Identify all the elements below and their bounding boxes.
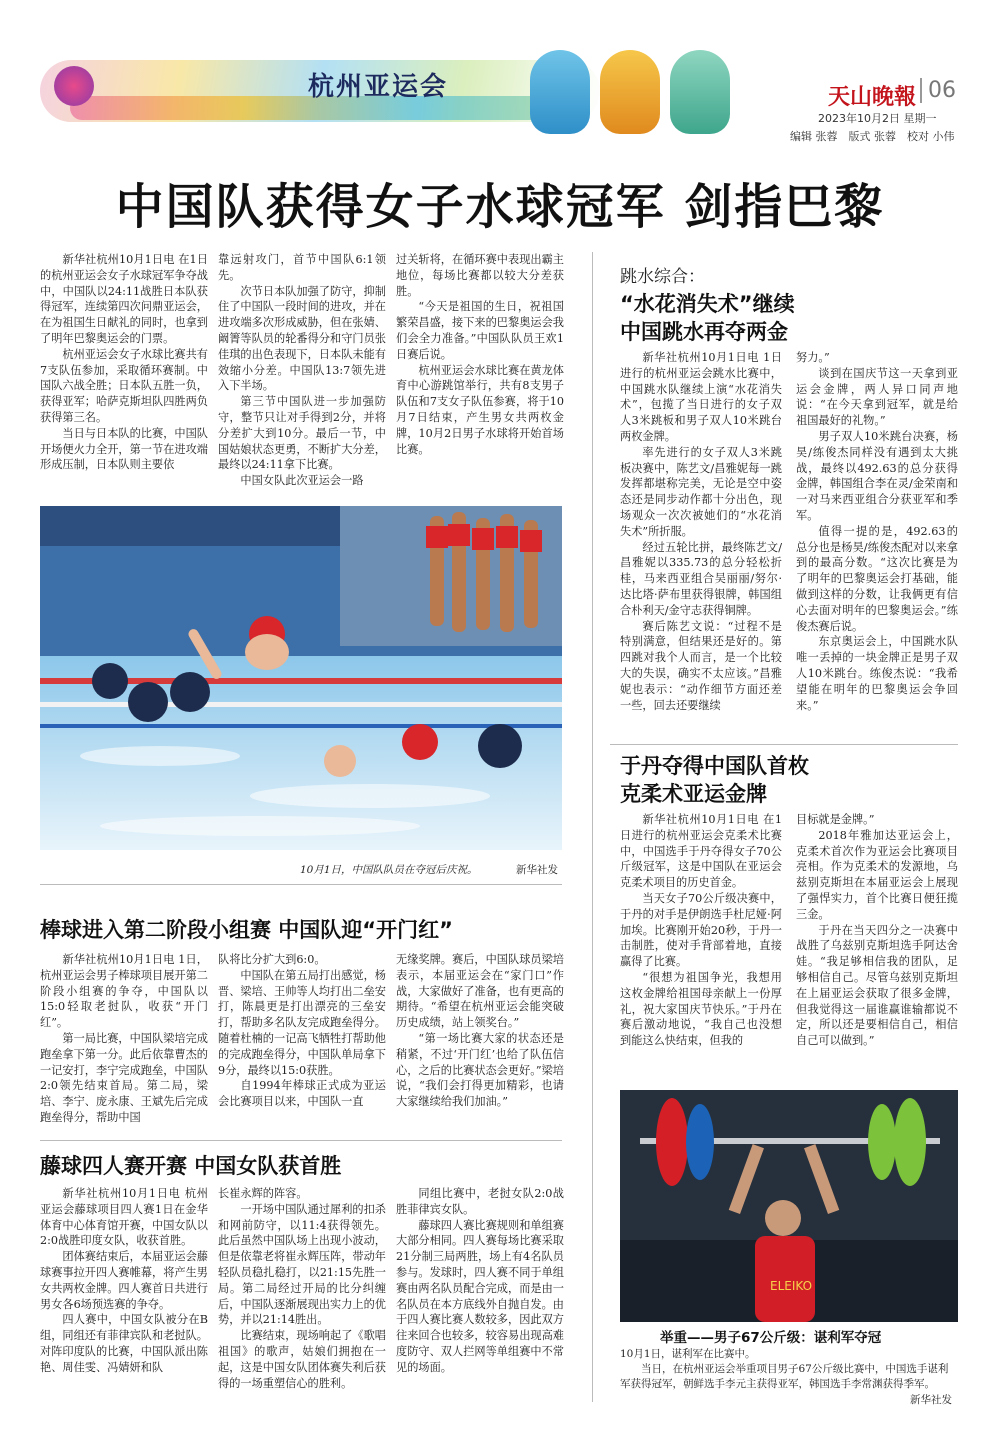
diving-kicker: 跳水综合：	[620, 267, 705, 287]
sepaktakraw-col-1: 新华社杭州10月1日电 杭州亚运会藤球项目四人赛1日在金华体育中心体育馆开赛，中国女队以2:0战胜印度女队，收获首胜。 团体赛结束后，本届亚运会藤球赛事拉开四人赛帷幕，将产生男女共两枚金牌。四人赛首日共进行男女各6场预选赛的争夺。 四人赛中，中国女队被分在B组，同组还有菲律宾队和老挝队。对阵印度队的比赛，中国队派出陈艳、周佳雯、冯婧妍和队	[40, 1187, 208, 1374]
newspaper-name: 天山晚報	[828, 84, 917, 110]
weightlifting-caption-line-1: 10月1日，谌利军在比赛中。	[620, 1348, 756, 1360]
date-line: 2023年10月2日 星期一	[818, 112, 937, 125]
weightlifting-photo	[620, 1090, 958, 1322]
page-header	[40, 38, 960, 146]
divider	[40, 884, 562, 885]
sepaktakraw-headline: 藤球四人赛开赛 中国女队获首胜	[40, 1154, 342, 1178]
asian-games-logo-icon	[54, 66, 94, 106]
weightlifting-photo-credit: 新华社发	[910, 1394, 952, 1406]
waterpolo-col-3: 过关斩将，在循环赛中表现出霸主地位，每场比赛都以较大分差获胜。 “今天是祖国的生日，祝祖国繁荣昌盛，接下来的巴黎奥运会我们会全力准备。”中国队队员王欢1日赛后说。 杭州亚运会水球比赛在黄龙体育中心游跳馆举行，共有8支男子队伍和7支女子队伍参赛，将于10月7日结束，产生男女共两枚金牌，10月2日男子水球将开始首场比赛。	[396, 253, 564, 456]
diving-col-1: 新华社杭州10月1日电 1日进行的杭州亚运会跳水比赛中，中国跳水队继续上演“水花消失术”，包揽了当日进行的女子双人3米跳板和男子双人10米跳台两枚金牌。 率先进行的女子双人3米跳板决赛中，陈艺文/昌雅妮每一跳发挥都堪称完美，无论是空中姿态还是同步动作都十分出色，现场观众一次次被她们的“水花消失术”所折服。 经过五轮比拼，最终陈艺文/昌雅妮以335.73的总分轻松折桂，马来西亚组合吴丽丽/努尔·达比塔·萨布里获得银牌，韩国组合朴利天/金守志获得铜牌。 赛后陈艺文说：“过程不是特别满意，但结果还是好的。第四跳对我个人而言，是一个比较大的失误，确实不太应该。”昌雅妮也表示：“动作细节方面还差一些，回去还要继续	[620, 351, 782, 712]
weightlifting-caption-body: 当日，在杭州亚运会举重项目男子67公斤级比赛中，中国选手谌利军获得冠军，朝鲜选手李元主获得亚军，韩国选手李常渊获得季军。	[620, 1363, 949, 1390]
diving-headline-line-1: “水花消失术”继续	[620, 292, 795, 316]
waterpolo-col-2: 靠远射攻门，首节中国队6:1领先。 次节日本队加强了防守，抑制住了中国队一段时间的进攻，并在进攻端多次形成威胁，但在张婧、阚箐等队员的轮番得分和守门员张佳琪的出色表现下，日本队未能有效缩小分差。中国队13:7领先进入下半场。 第三节中国队进一步加强防守，整节只让对手得到2分，并将分差扩大到10分。最后一节，中国姑娘状态更勇，不断扩大分差，最终以24:11拿下比赛。 中国女队此次亚运会一路	[218, 253, 386, 488]
baseball-col-1: 新华社杭州10月1日电 1日，杭州亚运会男子棒球项目展开第二阶段小组赛的争夺，中国队以15:0轻取老挝队，收获“开门红”。 第一局比赛，中国队梁培完成跑垒拿下第一分。此后依靠曹杰的一记安打，李宁完成跑垒，中国队2:0领先结束首局。第二局，梁培、李宁、庞永康、王斌先后完成跑垒得分，帮助中国	[40, 953, 208, 1124]
weightlifting-photo-title: 举重——男子67公斤级：谌利军夺冠	[660, 1330, 882, 1346]
divider	[40, 1140, 562, 1141]
page-number: 06	[920, 78, 956, 103]
diving-headline-line-2: 中国跳水再夺两金	[620, 320, 788, 344]
divider	[610, 744, 958, 745]
weightlifting-photo-illustration	[620, 1090, 958, 1322]
waterpolo-photo-illustration	[40, 506, 562, 850]
main-headline: 中国队获得女子水球冠军 剑指巴黎	[115, 179, 885, 235]
kurash-col-1: 新华社杭州10月1日电 在1日进行的杭州亚运会克柔术比赛中，中国选手于丹夺得女子70公斤级冠军，这是中国队在亚运会克柔术项目的历史首金。 当天女子70公斤级决赛中，于丹的对手是伊朗选手杜尼娅·阿加埃。比赛刚开始20秒，于丹一击制胜，使对手背部着地，直接赢得了比赛。 “很想为祖国争光，我想用这枚金牌给祖国母亲献上一份厚礼，祝大家国庆节快乐。”于丹在赛后激动地说，“我自己也没想到能这么快结束，但我的	[620, 813, 782, 1048]
section-title: 杭州亚运会	[308, 72, 449, 102]
column-divider	[592, 252, 593, 1402]
baseball-col-2: 队将比分扩大到6:0。 中国队在第五局打出感觉，杨晋、梁培、王帅等人均打出二垒安打，陈晨更是打出漂亮的三垒安打，帮助多名队友完成跑垒得分。随着杜楠的一记高飞牺牲打帮助他的完成跑垒得分，中国队单局拿下9分，最终以15:0获胜。 自1994年棒球正式成为亚运会比赛项目以来，中国队一直	[218, 953, 386, 1109]
waterpolo-photo	[40, 506, 562, 850]
editors-line: 编辑 张蓉 版式 张蓉 校对 小伟	[790, 130, 955, 143]
waterpolo-photo-credit: 新华社发	[516, 864, 558, 876]
sepaktakraw-col-3: 同组比赛中，老挝女队2:0战胜菲律宾女队。 藤球四人赛比赛规则和单组赛大部分相同。四人赛每场比赛采取21分制三局两胜，场上有4名队员参与。发球时，四人赛不同于单组赛由两名队员配合完成，而是由一名队员在本方底线外自抛自发。由于四人赛比赛人数较多，因此双方往来回合也较多，较容易出现高难度防守、双人拦网等单组赛中不常见的场面。	[396, 1187, 564, 1374]
sepaktakraw-col-2: 长崔永辉的阵容。 一开场中国队通过犀利的扣杀和网前防守，以11:4获得领先。此后虽然中国队场上出现小波动，但是依靠老将崔永辉压阵，带动年轻队员稳扎稳打，以21:15先胜一局。第二局经过开局的比分纠缠后，中国队逐渐展现出实力上的优势，并以21:14胜出。 比赛结束，现场响起了《歌唱祖国》的歌声，姑娘们拥抱在一起，这是中国女队团体赛失利后获得的一场重塑信心的胜利。	[218, 1187, 386, 1390]
kurash-headline-line-1: 于丹夺得中国队首枚	[620, 754, 809, 778]
mascot-chenchen-icon	[530, 50, 590, 134]
bar-text: ELEIKO	[770, 1279, 813, 1293]
kurash-col-2: 目标就是金牌。” 2018年雅加达亚运会上，克柔术首次作为亚运会比赛项目亮相。作为克柔术的发源地，乌兹别克斯坦在本届亚运会上展现了强悍实力，首个比赛日便狂揽三金。 于丹在当天四分之一决赛中战胜了乌兹别克斯坦选手阿达舍娃。“我足够相信我的团队，足够相信自己。尽管乌兹别克斯坦在上届亚运会获取了很多金牌，但我觉得这一届谁赢谁输都说不定，所以还是要相信自己，相信自己可以做到。”	[796, 813, 958, 1048]
waterpolo-photo-caption: 10月1日，中国队队员在夺冠后庆祝。	[300, 864, 478, 876]
baseball-headline: 棒球进入第二阶段小组赛 中国队迎“开门红”	[40, 918, 453, 942]
diving-col-2: 努力。” 谈到在国庆节这一天拿到亚运会金牌，两人异口同声地说：“在今天拿到冠军，就是给祖国最好的礼物。” 男子双人10米跳台决赛，杨昊/练俊杰同样没有遇到太大挑战，最终以492.63的总分获得金牌，韩国组合李在灵/金荣南和一对马来西亚组合分获亚军和季军。 值得一提的是，492.63的总分也是杨昊/练俊杰配对以来拿到的最高分数。“这次比赛是为了明年的巴黎奥运会打基础，能做到这样的分数，让我俩更有信心去面对明年的巴黎奥运会。”练俊杰赛后说。 东京奥运会上，中国跳水队唯一丢掉的一块金牌正是男子双人10米跳台。练俊杰说：“我希望能在明年的巴黎奥运会争回来。”	[796, 351, 958, 712]
mascot-lianlian-icon	[670, 50, 730, 134]
waterpolo-col-1: 新华社杭州10月1日电 在1日的杭州亚运会女子水球冠军争夺战中，中国队以24:11战胜日本队获得冠军，连续第四次问鼎亚运会，在为祖国生日献礼的同时，也拿到了明年巴黎奥运会的门票。 杭州亚运会女子水球比赛共有7支队伍参加，采取循环赛制。中国队六战全胜；日本队五胜一负，获得亚军；哈萨克斯坦队四胜两负获得第三名。 当日与日本队的比赛，中国队开场便火力全开，第一节在进攻端形成压制，日本队则主要依	[40, 253, 208, 472]
kurash-headline-line-2: 克柔术亚运金牌	[620, 782, 767, 806]
mascot-congcong-icon	[600, 50, 660, 134]
baseball-col-3: 无缘奖牌。赛后，中国队球员梁培表示，本届亚运会在“家门口”作战，大家做好了准备，也有更高的期待。“希望在杭州亚运会能突破历史成绩，站上领奖台。” “第一场比赛大家的状态还是稍紧，不过‘开门红’也给了队伍信心，之后的比赛状态会更好。”梁培说，“我们会打得更加精彩，也请大家继续给我们加油。”	[396, 953, 564, 1109]
